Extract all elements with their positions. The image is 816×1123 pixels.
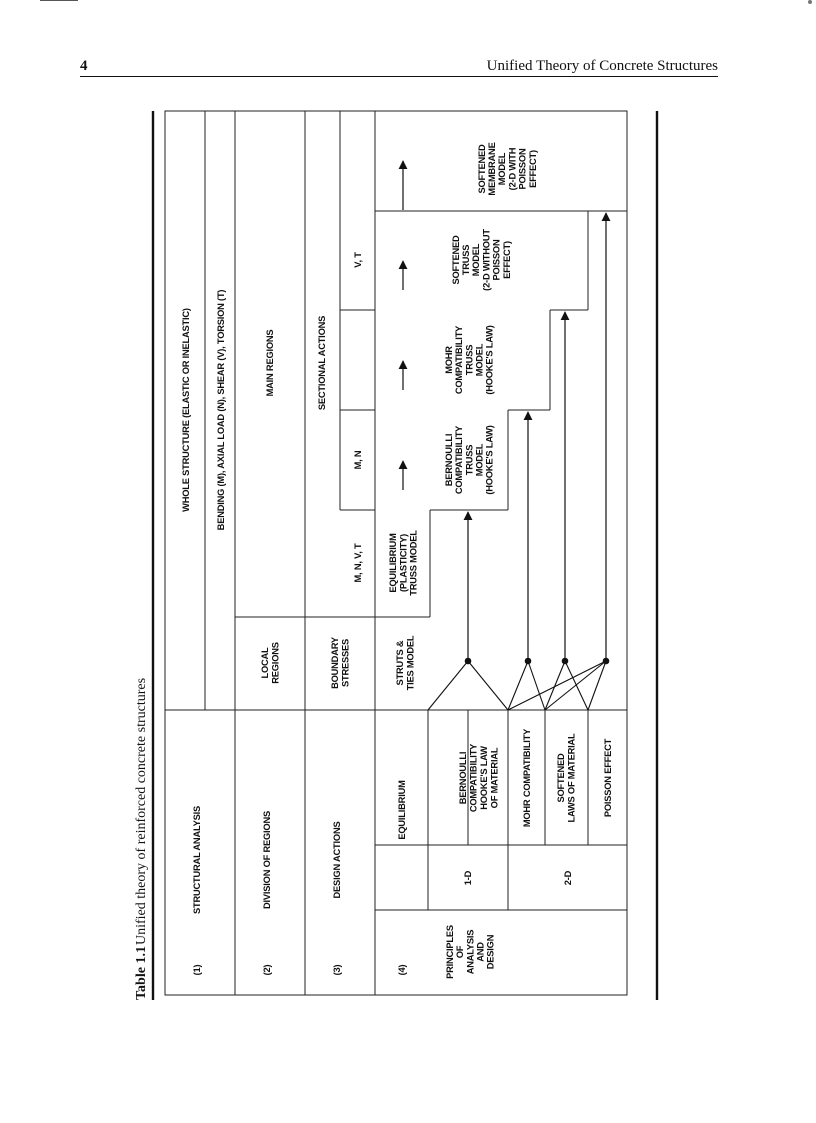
arrows (403, 161, 606, 661)
vt-label: V, T (353, 252, 363, 268)
mohr-compatibility-label: MOHR COMPATIBILITY (522, 728, 532, 828)
boundary-stresses-label (330, 636, 350, 689)
label-line: (HOOKE'S LAW) (484, 325, 495, 395)
row2-title: DIVISION OF REGIONS (262, 811, 272, 909)
running-title: Unified Theory of Concrete Structures (486, 58, 718, 74)
label-line: SOFTENED (556, 753, 567, 803)
label-line: MODEL (474, 443, 485, 477)
multiline-labels (260, 142, 576, 978)
label-line: TRUSS (464, 344, 475, 376)
label-line: EFFECT) (501, 241, 512, 279)
softened-truss-label (451, 229, 512, 291)
label-line: STRESSES (340, 639, 351, 687)
row2-number: (2) (262, 964, 272, 976)
bernoulli-truss-label (444, 425, 495, 495)
label-line: COMPATIBILITY (454, 425, 465, 495)
main-regions-label: MAIN REGIONS (265, 329, 275, 397)
connection-lines (428, 661, 606, 710)
label-line: MEMBRANE (487, 142, 497, 196)
label-line: STRUTS & (395, 640, 406, 686)
row4-number: (4) (397, 964, 407, 976)
label-line: COMPATIBILITY (468, 743, 479, 813)
row3-title: DESIGN ACTIONS (332, 821, 342, 899)
label-line: COMPATIBILITY (454, 325, 465, 395)
principles-label (445, 925, 496, 979)
label-line: EQUILIBRIUM (388, 533, 399, 593)
label-line: TRUSS MODEL (408, 530, 419, 596)
label-line: BERNOULLI (458, 751, 469, 805)
label-line: SOFTENED (450, 235, 461, 285)
label-line: SOFTENED (476, 144, 487, 194)
hookes-law-label (479, 746, 499, 810)
caption-text: Unified theory of reinforced concrete structures (134, 677, 149, 945)
label-line: OF MATERIAL (489, 747, 500, 809)
row1-number: (1) (192, 964, 202, 976)
poisson-effect-label: POISSON EFFECT (603, 738, 613, 818)
label-line: EFFECT) (527, 150, 538, 188)
mohr-truss-label (444, 325, 495, 395)
row1-title: STRUCTURAL ANALYSIS (192, 806, 202, 914)
equilibrium-truss-label (388, 530, 418, 596)
mnvt-label: M, N, V, T (353, 543, 363, 583)
label-line: (PLASTICITY) (398, 533, 409, 593)
label-line: OF (455, 945, 466, 959)
mn-label: M, N (353, 450, 363, 470)
label-line: (2-D WITHOUT (481, 229, 492, 291)
row-labels (181, 252, 613, 976)
label-line: LAWS OF MATERIAL (566, 733, 577, 823)
softened-membrane-label (477, 142, 538, 195)
label-line: POISSON (517, 148, 528, 190)
label-line: (HOOKE'S LAW) (484, 425, 495, 495)
label-line: DESIGN (485, 934, 496, 970)
label-line: MODEL (471, 243, 482, 277)
label-line: TIES MODEL (405, 635, 416, 691)
label-line: HOOKE'S LAW (479, 746, 490, 810)
junction-dots (465, 658, 610, 665)
two-d-label: 2-D (563, 870, 573, 886)
label-line: MOHR (443, 346, 454, 374)
label-line: POISSON (491, 239, 502, 281)
bernoulli-compatibility-label (458, 743, 478, 812)
label-line: MODEL (474, 343, 485, 377)
label-line: MODEL (497, 152, 508, 186)
softened-laws-label (556, 733, 576, 823)
label-line: BERNOULLI (443, 433, 454, 487)
label-line: TRUSS (464, 444, 475, 476)
label-line: BOUNDARY (330, 637, 341, 689)
one-d-label: 1-D (463, 870, 473, 886)
label-line: ANALYSIS (465, 929, 476, 975)
label-line: LOCAL (260, 647, 271, 679)
struts-ties-label (395, 635, 415, 690)
label-line: REGIONS (270, 642, 281, 684)
label-line: TRUSS (461, 244, 471, 276)
sectional-actions-label: SECTIONAL ACTIONS (317, 315, 327, 411)
label-line: AND (475, 942, 486, 962)
equilibrium-label: EQUILIBRIUM (397, 780, 407, 840)
row3-number: (3) (332, 964, 342, 976)
local-regions-label (260, 642, 280, 683)
label-line: PRINCIPLES (444, 925, 455, 979)
label-line: (2-D WITH (507, 147, 518, 191)
caption-label: Table 1.1 (134, 946, 149, 1000)
forces-label: BENDING (M), AXIAL LOAD (N), SHEAR (V), TORSION (T) (216, 289, 226, 531)
page-number: 4 (80, 58, 88, 74)
whole-structure-label: WHOLE STRUCTURE (ELASTIC OR INELASTIC) (181, 308, 191, 512)
